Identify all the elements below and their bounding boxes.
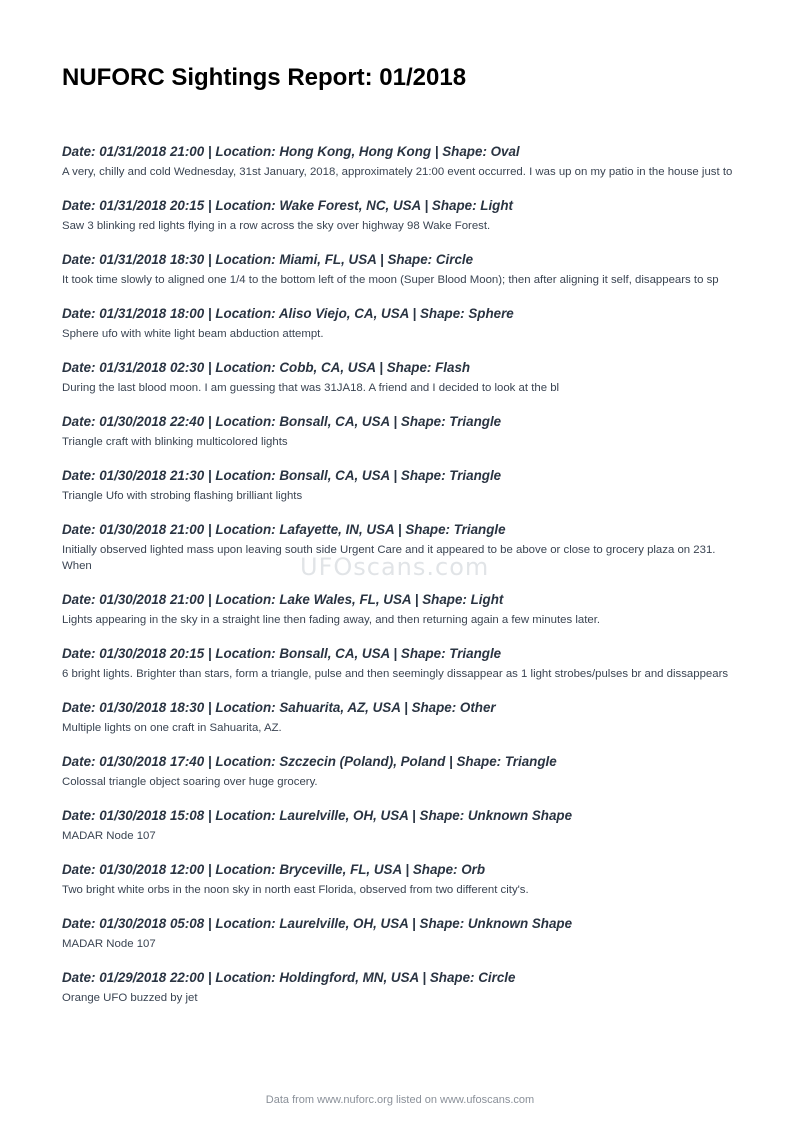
sighting-entry	[62, 197, 742, 234]
sighting-description: Triangle craft with blinking multicolored lights	[62, 436, 288, 448]
sighting-header: Date: 01/31/2018 20:15 | Location: Wake Forest, NC, USA | Shape: Light	[62, 198, 513, 213]
sighting-header: Date: 01/30/2018 20:15 | Location: Bonsall, CA, USA | Shape: Triangle	[62, 646, 502, 661]
sighting-entry	[62, 699, 742, 736]
sighting-header: Date: 01/31/2018 21:00 | Location: Hong Kong, Hong Kong | Shape: Oval	[62, 144, 520, 159]
sighting-description: During the last blood moon. I am guessing that was 31JA18. A friend and I decided to look at the bl	[62, 382, 560, 394]
sighting-header: Date: 01/29/2018 22:00 | Location: Holdingford, MN, USA | Shape: Circle	[62, 970, 516, 985]
sighting-entry	[62, 467, 742, 504]
sighting-description: Orange UFO buzzed by jet	[62, 992, 198, 1004]
sighting-entry	[62, 359, 742, 396]
sighting-entry	[62, 915, 742, 952]
sighting-description: It took time slowly to aligned one 1/4 to the bottom left of the moon (Super Blood Moon); then after aligning it self, disappears to sp	[62, 274, 719, 286]
sighting-header: Date: 01/30/2018 18:30 | Location: Sahuarita, AZ, USA | Shape: Other	[62, 700, 496, 715]
sighting-description: Saw 3 blinking red lights flying in a row across the sky over highway 98 Wake Forest.	[62, 220, 491, 232]
sighting-entry	[62, 753, 742, 790]
sighting-header: Date: 01/30/2018 21:00 | Location: Lafayette, IN, USA | Shape: Triangle	[62, 522, 506, 537]
sighting-description: Multiple lights on one craft in Sahuarita, AZ.	[62, 722, 282, 734]
sighting-header: Date: 01/30/2018 17:40 | Location: Szczecin (Poland), Poland | Shape: Triangle	[62, 754, 557, 769]
sighting-header: Date: 01/31/2018 02:30 | Location: Cobb, CA, USA | Shape: Flash	[62, 360, 471, 375]
sighting-description: Sphere ufo with white light beam abduction attempt.	[62, 328, 324, 340]
watermark: UFOscans.com	[300, 553, 490, 581]
page-title: NUFORC Sightings Report: 01/2018	[62, 64, 467, 91]
sighting-description: Colossal triangle object soaring over huge grocery.	[62, 776, 318, 788]
sighting-entry	[62, 251, 742, 288]
sightings-list	[62, 143, 742, 1023]
sighting-description: Initially observed lighted mass upon leaving south side Urgent Care and it appeared to be above or close to grocery plaza on 231. When	[62, 544, 716, 572]
sighting-entry	[62, 305, 742, 342]
sighting-entry	[62, 645, 742, 682]
sighting-description: 6 bright lights. Brighter than stars, form a triangle, pulse and then seemingly dissappear as 1 light strobes/pulses br and dissappears	[62, 668, 729, 680]
sighting-header: Date: 01/30/2018 21:30 | Location: Bonsall, CA, USA | Shape: Triangle	[62, 468, 502, 483]
sighting-entry	[62, 591, 742, 628]
sighting-description: Two bright white orbs in the noon sky in north east Florida, observed from two different city's.	[62, 884, 529, 896]
sighting-description: A very, chilly and cold Wednesday, 31st January, 2018, approximately 21:00 event occurred. I was up on my patio in the house just to	[62, 166, 733, 178]
sighting-entry	[62, 807, 742, 844]
sighting-header: Date: 01/30/2018 22:40 | Location: Bonsall, CA, USA | Shape: Triangle	[62, 414, 502, 429]
sighting-entry	[62, 861, 742, 898]
sighting-entry	[62, 143, 742, 180]
sighting-description: MADAR Node 107	[62, 938, 156, 950]
sighting-entry	[62, 521, 742, 574]
sighting-description: Triangle Ufo with strobing flashing brilliant lights	[62, 490, 303, 502]
sighting-header: Date: 01/31/2018 18:30 | Location: Miami, FL, USA | Shape: Circle	[62, 252, 474, 267]
sighting-header: Date: 01/31/2018 18:00 | Location: Aliso Viejo, CA, USA | Shape: Sphere	[62, 306, 514, 321]
sighting-header: Date: 01/30/2018 15:08 | Location: Laurelville, OH, USA | Shape: Unknown Shape	[62, 808, 573, 823]
sighting-entry	[62, 413, 742, 450]
sighting-description: Lights appearing in the sky in a straight line then fading away, and then returning again a few minutes later.	[62, 614, 601, 626]
sighting-header: Date: 01/30/2018 12:00 | Location: Bryceville, FL, USA | Shape: Orb	[62, 862, 486, 877]
sighting-header: Date: 01/30/2018 05:08 | Location: Laurelville, OH, USA | Shape: Unknown Shape	[62, 916, 573, 931]
sighting-description: MADAR Node 107	[62, 830, 156, 842]
sighting-header: Date: 01/30/2018 21:00 | Location: Lake Wales, FL, USA | Shape: Light	[62, 592, 504, 607]
sighting-entry	[62, 969, 742, 1006]
footer-note: Data from www.nuforc.org listed on www.ufoscans.com	[265, 1094, 535, 1106]
